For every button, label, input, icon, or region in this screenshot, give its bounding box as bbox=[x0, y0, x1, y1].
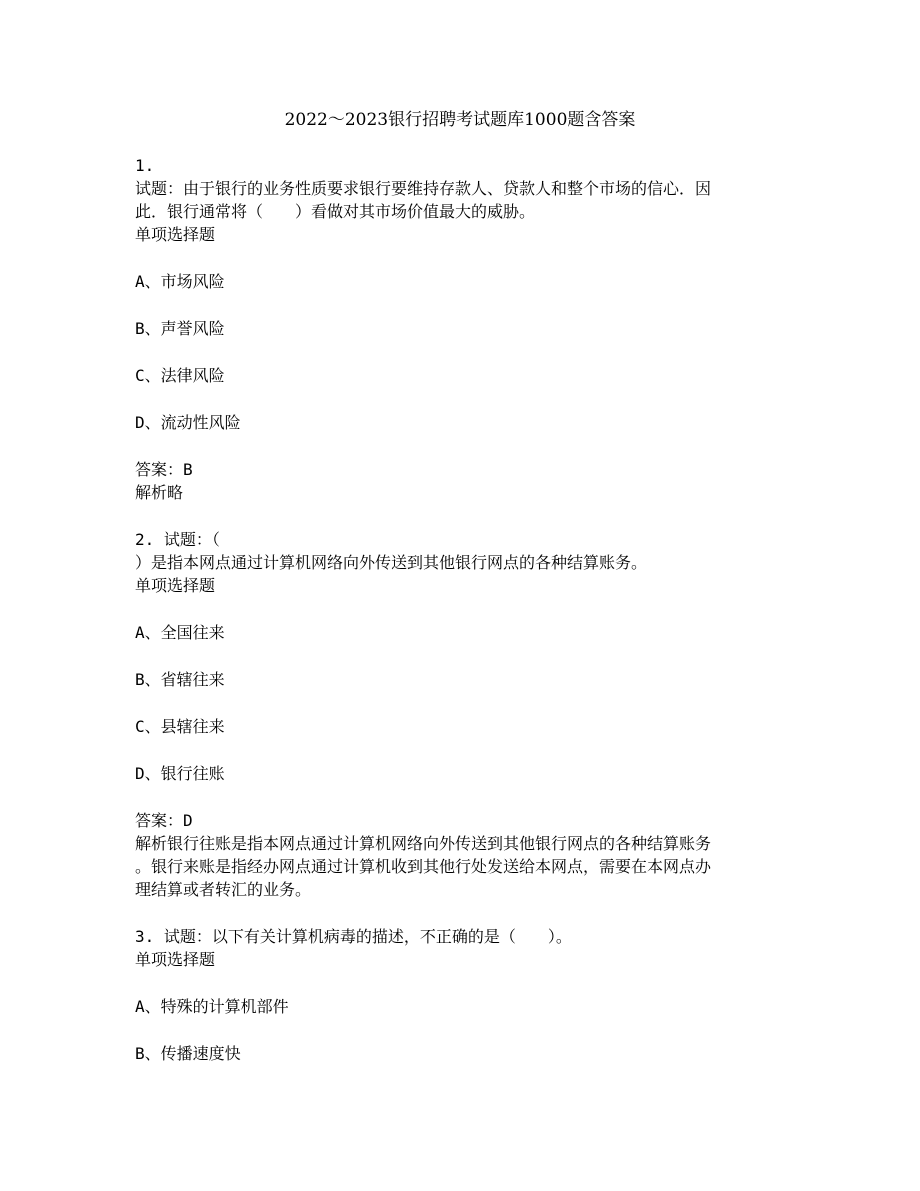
analysis-line: 解析略 bbox=[135, 483, 184, 502]
option-a: A、市场风险 bbox=[135, 272, 225, 291]
option-d: D、银行往账 bbox=[135, 764, 225, 783]
option-b: B、省辖往来 bbox=[135, 670, 225, 689]
question-1 bbox=[135, 154, 795, 504]
answer: 答案：B bbox=[135, 460, 193, 479]
analysis-line: 。银行来账是指经办网点通过计算机收到其他行处发送给本网点，需要在本网点办 bbox=[135, 857, 712, 876]
question-stem-line: ）是指本网点通过计算机网络向外传送到其他银行网点的各种结算账务。 bbox=[135, 553, 648, 572]
answer: 答案：D bbox=[135, 811, 193, 830]
question-list bbox=[135, 154, 795, 1065]
question-type: 单项选择题 bbox=[135, 225, 216, 244]
option-d: D、流动性风险 bbox=[135, 413, 241, 432]
option-c: C、法律风险 bbox=[135, 366, 225, 385]
option-a: A、特殊的计算机部件 bbox=[135, 997, 289, 1016]
option-b: B、传播速度快 bbox=[135, 1044, 241, 1063]
question-type: 单项选择题 bbox=[135, 950, 216, 969]
option-b: B、声誉风险 bbox=[135, 319, 225, 338]
question-stem-line: 3. 试题：以下有关计算机病毒的描述，不正确的是（ ）。 bbox=[135, 927, 572, 946]
question-2 bbox=[135, 528, 795, 901]
option-c: C、县辖往来 bbox=[135, 717, 225, 736]
question-3 bbox=[135, 925, 795, 1065]
analysis-line: 理结算或者转汇的业务。 bbox=[135, 880, 312, 899]
question-type: 单项选择题 bbox=[135, 576, 216, 595]
question-stem-line: 2. 试题：（ bbox=[135, 530, 220, 549]
analysis-line: 解析银行往账是指本网点通过计算机网络向外传送到其他银行网点的各种结算账务 bbox=[135, 834, 712, 853]
option-a: A、全国往来 bbox=[135, 623, 225, 642]
question-stem-line: 试题：由于银行的业务性质要求银行要维持存款人、贷款人和整个市场的信心．因 bbox=[135, 179, 712, 198]
page-title: 2022～2023银行招聘考试题库1000题含答案 bbox=[284, 110, 636, 130]
question-stem-line: 1. bbox=[135, 156, 155, 175]
question-stem-line: 此．银行通常将（ ）看做对其市场价值最大的威胁。 bbox=[135, 202, 536, 221]
